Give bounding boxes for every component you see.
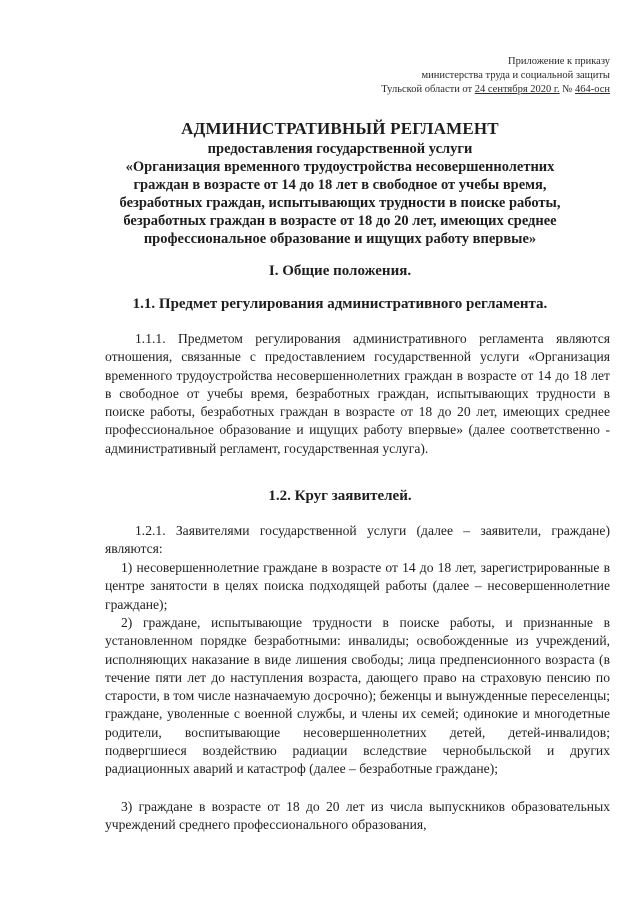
section-heading-general: I. Общие положения. [268,263,412,279]
paragraph-1-1-1: 1.1.1. Предметом регулирования административного регламента являются отношения, связанные с предоставлением государственной услуги «Организация временного трудоустройства несовершеннолетних граждан в возрасте от 14 до 18 лет в свободное от учебы время, безработных граждан, испытывающих трудности в поиске работы, безработных граждан в возрасте от 18 до 20 лет, имеющих среднее профессиональное образование и ищущих работу впервые» (далее соответственно - административный регламент, государственная услуга). [105,331,610,456]
title-line-4: безработных граждан, испытывающих трудности в поиске работы, [119,195,561,211]
appendix-line-2: министерства труда и социальной защиты [421,70,610,81]
title-line-5: безработных граждан в возрасте от 18 до 20 лет, имеющих среднее [123,213,557,229]
title-line-1: предоставления государственной услуги [207,141,473,157]
order-date: 24 сентября 2020 г. [474,84,560,95]
title-main: АДМИНИСТРАТИВНЫЙ РЕГЛАМЕНТ [181,119,499,138]
title-line-2: «Организация временного трудоустройства несовершеннолетних [125,159,555,175]
list-item-2: 2) граждане, испытывающие трудности в поиске работы, и признанные в установленном порядке безработными: инвалиды; освобожденные из учреждений, исполняющих наказание в виде лишения свободы; лица предпенсионного возраста (в течение пяти лет до наступления возраста, дающего право на страховую пенсию по старости, в том числе назначаемую досрочно); беженцы и вынужденные переселенцы; граждане, уволенные с военной службы, и члены их семей; одинокие и многодетные родители, воспитывающие несовершеннолетних детей, детей-инвалидов; подвергшиеся воздействию радиации вследствие чернобыльской и других радиационных аварий и катастроф (далее – безработные граждане); [105,615,610,777]
list-item-1: 1) несовершеннолетние граждане в возрасте от 14 до 18 лет, зарегистрированные в центре занятости в целях поиска подходящей работы (далее – несовершеннолетние граждане); [105,560,610,612]
paragraph-1-2-1: 1.2.1. Заявителями государственной услуги (далее – заявители, граждане) являются: [105,523,610,557]
appendix-line-1: Приложение к приказу [508,56,610,67]
appendix-line-3: Тульской области от 24 сентября 2020 г. № 464-осн [381,84,610,95]
document-title [90,118,590,248]
section-heading-applicants: 1.2. Круг заявителей. [268,488,412,504]
appendix-note [381,55,610,97]
title-line-6: профессиональное образование и ищущих работу впервые» [143,231,537,247]
title-line-3: граждан в возрасте от 14 до 18 лет в свободное от учебы время, [133,177,547,193]
section-heading-subject: 1.1. Предмет регулирования административного регламента. [132,296,548,312]
list-item-3: 3) граждане в возрасте от 18 до 20 лет из числа выпускников образовательных учреждений среднего профессионального образования, [105,799,610,833]
order-number: 464-осн [574,84,610,95]
